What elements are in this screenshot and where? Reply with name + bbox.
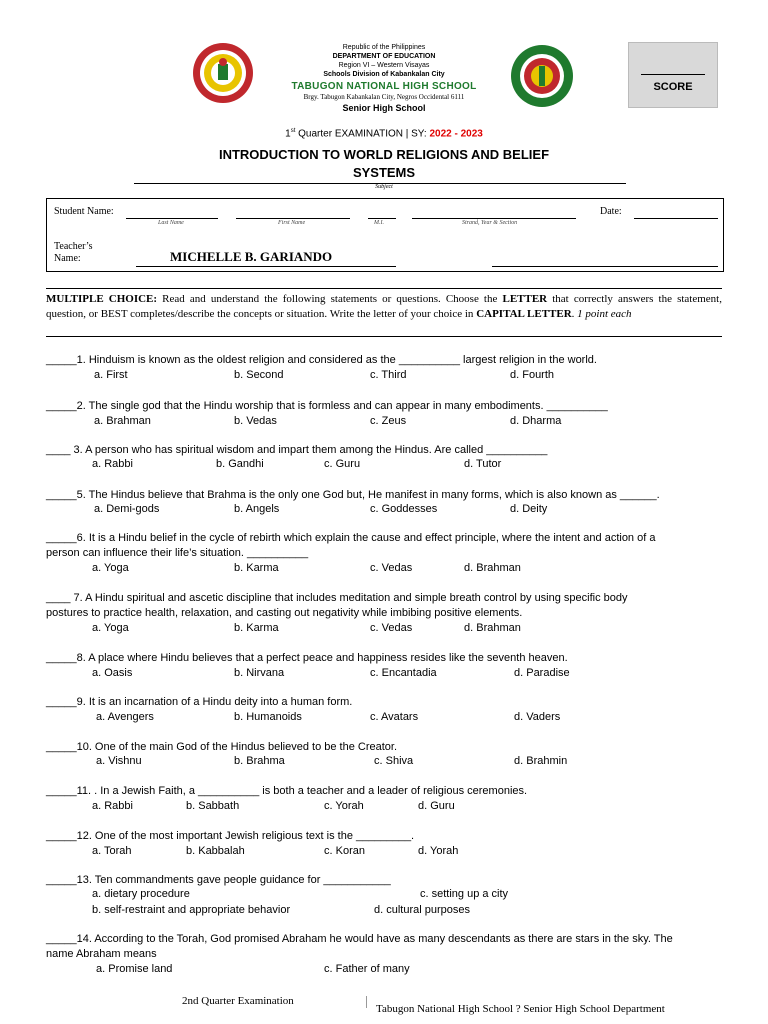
exam-title-text: Quarter EXAMINATION | SY: <box>295 128 430 140</box>
option: a. Avengers <box>96 711 154 723</box>
teacher-name: MICHELLE B. GARIANDO <box>170 249 333 264</box>
instructions-text-1: Read and understand the following statements or questions. Choose the <box>157 293 503 305</box>
date-label: Date: <box>600 206 622 217</box>
option: a. Promise land <box>96 963 173 975</box>
option: d. Paradise <box>514 667 570 679</box>
option: d. cultural purposes <box>374 904 470 916</box>
last-name-field[interactable] <box>126 218 218 219</box>
score-blank-line <box>641 74 705 75</box>
option: b. Karma <box>234 622 279 634</box>
strand-caption: Strand, Year & Section <box>462 220 518 226</box>
option: c. Vedas <box>370 562 413 574</box>
option: a. Rabbi <box>92 800 133 812</box>
question-8: _____8. A place where Hindu believes that a perfect peace and happiness resides like the seventh heaven. <box>46 652 568 664</box>
question-7: ____ 7. A Hindu spiritual and ascetic discipline that includes meditation and simple breath control by using specific body <box>46 592 628 604</box>
question-5: _____5. The Hindus believe that Brahma is the only one God but, He manifest in many forms, which is also known as ______. <box>46 489 660 501</box>
option: a. Torah <box>92 845 132 857</box>
question-10: _____10. One of the main God of the Hindus believed to be the Creator. <box>46 741 398 753</box>
option: b. Brahma <box>234 755 285 767</box>
mi-field[interactable] <box>368 218 396 219</box>
question-3: ____ 3. A person who has spiritual wisdom and impart them among the Hindus. Are called __________ <box>46 444 548 456</box>
option: a. Yoga <box>92 622 129 634</box>
option: b. Vedas <box>234 415 277 427</box>
teacher-name-underline <box>136 266 396 267</box>
department-text: DEPARTMENT OF EDUCATION <box>332 53 436 60</box>
question-1: _____1. Hinduism is known as the oldest religion and considered as the __________ largest religion in the world. <box>46 354 597 366</box>
republic-text: Republic of the Philippines <box>342 44 426 51</box>
option: c. Vedas <box>370 622 413 634</box>
teacher-extra-field[interactable] <box>492 266 718 267</box>
option: c. Koran <box>324 845 365 857</box>
option: a. Brahman <box>94 415 151 427</box>
option: c. Zeus <box>370 415 407 427</box>
instructions-capital: CAPITAL LETTER <box>476 307 572 320</box>
question-11: _____11. . In a Jewish Faith, a __________ is both a teacher and a leader of religious ceremonies. <box>46 785 528 797</box>
instructions-points: 1 point each <box>577 307 632 320</box>
option: a. Rabbi <box>92 458 133 470</box>
option: c. Yorah <box>324 800 364 812</box>
option: b. Angels <box>234 503 280 515</box>
option: c. Guru <box>324 458 361 470</box>
question-7-cont: postures to practice health, relaxation, and casting out negativity while imbibing positive elements. <box>46 607 523 619</box>
subject-line-2: SYSTEMS <box>352 165 416 180</box>
option: d. Brahmin <box>514 755 568 767</box>
first-name-field[interactable] <box>236 218 350 219</box>
option: a. Oasis <box>92 667 133 679</box>
option: b. Second <box>234 369 284 381</box>
option: c. Third <box>370 369 407 381</box>
subject-caption: Subject <box>375 184 393 190</box>
score-label: SCORE <box>653 81 693 93</box>
shs-text: Senior High School <box>342 103 426 113</box>
instructions-letter: LETTER <box>502 293 548 305</box>
option: c. Father of many <box>324 963 410 975</box>
first-name-caption: First Name <box>278 220 306 226</box>
option: d. Fourth <box>510 369 555 381</box>
instructions <box>46 292 722 321</box>
student-info-box <box>46 198 724 272</box>
score-box <box>628 42 718 108</box>
instructions-bottom-rule <box>46 336 722 337</box>
option: d. Brahman <box>464 562 521 574</box>
question-12: _____12. One of the most important Jewish religious text is the _________. <box>46 830 415 842</box>
option: c. Encantadia <box>370 667 437 679</box>
instructions-text-2: that correctly answers the statement, question, or BEST completes/describe the concepts or situation. Write the letter of your choice in <box>46 293 722 320</box>
mi-caption: M.I. <box>374 220 384 226</box>
question-14-cont: name Abraham means <box>46 948 157 960</box>
question-2: _____2. The single god that the Hindu worship that is formless and can appear in many embodiments. __________ <box>46 400 608 412</box>
strand-field[interactable] <box>412 218 576 219</box>
option: a. dietary procedure <box>92 888 190 900</box>
option: d. Yorah <box>418 845 459 857</box>
footer-right: Tabugon National High School ? Senior High School Department <box>376 1003 665 1015</box>
question-14: _____14. According to the Torah, God promised Abraham he would have as many descendants as there are stars in the sky. The <box>46 933 673 945</box>
school-name: TABUGON NATIONAL HIGH SCHOOL <box>291 81 477 92</box>
teacher-label-2: Name: <box>54 253 81 264</box>
instructions-text-3: . <box>571 307 578 320</box>
option: a. Demi-gods <box>94 503 160 515</box>
question-9: _____9. It is an incarnation of a Hindu deity into a human form. <box>46 696 353 708</box>
instructions-lead: MULTIPLE CHOICE: <box>46 293 158 305</box>
option: d. Guru <box>418 800 455 812</box>
quarter-sup: st <box>290 128 296 134</box>
option: d. Brahman <box>464 622 521 634</box>
footer-divider <box>366 996 367 1008</box>
date-field[interactable] <box>634 218 718 219</box>
option: b. Kabbalah <box>186 845 245 857</box>
option: d. Dharma <box>510 415 562 427</box>
option: c. Avatars <box>370 711 419 723</box>
school-year: 2022 - 2023 <box>429 128 483 140</box>
option: a. First <box>94 369 128 381</box>
option: c. setting up a city <box>420 888 509 900</box>
question-6-cont: person can influence their life’s situation. __________ <box>46 547 309 559</box>
option: c. Shiva <box>374 755 414 767</box>
region-text: Region VI – Western Visayas <box>338 62 430 69</box>
teacher-label-1: Teacher’s <box>54 241 93 252</box>
option: b. Karma <box>234 562 279 574</box>
quarter-number: 1 <box>285 128 291 140</box>
question-13: _____13. Ten commandments gave people guidance for ___________ <box>46 874 391 886</box>
option: a. Yoga <box>92 562 129 574</box>
option: d. Tutor <box>464 458 502 470</box>
student-name-label: Student Name: <box>54 206 114 217</box>
option: d. Vaders <box>514 711 561 723</box>
footer-left: 2nd Quarter Examination <box>182 995 294 1007</box>
option: b. self-restraint and appropriate behavior <box>92 904 291 916</box>
last-name-caption: Last Name <box>158 220 184 226</box>
question-6: _____6. It is a Hindu belief in the cycle of rebirth which explain the cause and effect principle, where the intent and action of a <box>46 532 656 544</box>
option: a. Vishnu <box>96 755 142 767</box>
option: b. Nirvana <box>234 667 285 679</box>
division-text: Schools Division of Kabankalan City <box>323 71 445 78</box>
option: d. Deity <box>510 503 548 515</box>
subject-line-1: INTRODUCTION TO WORLD RELIGIONS AND BELIEF <box>218 147 550 162</box>
exam-title <box>0 128 768 139</box>
option: c. Goddesses <box>370 503 438 515</box>
option: b. Humanoids <box>234 711 302 723</box>
school-address: Brgy. Tabugon Kabankalan City, Negros Occidental 6111 <box>303 93 465 101</box>
option: b. Gandhi <box>216 458 264 470</box>
instructions-top-rule <box>46 288 722 289</box>
option: b. Sabbath <box>186 800 240 812</box>
